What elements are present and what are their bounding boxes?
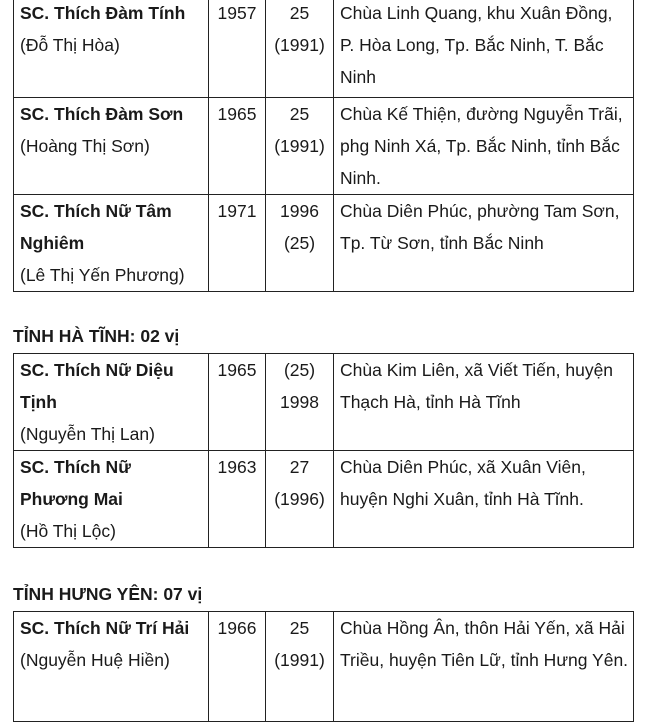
name-cell bbox=[14, 195, 209, 292]
lay-name: (Nguyễn Huệ Hiền) bbox=[20, 650, 170, 670]
address: Chùa Diên Phúc, phường Tam Sơn, Tp. Từ Sơn, tỉnh Bắc Ninh bbox=[334, 195, 634, 292]
table-row bbox=[14, 612, 634, 722]
name-cell bbox=[14, 98, 209, 195]
ordination-line: 1998 bbox=[280, 392, 319, 412]
lay-name: (Nguyễn Thị Lan) bbox=[20, 424, 155, 444]
ordination-cell bbox=[266, 451, 334, 548]
monastics-table-bac-ninh bbox=[13, 0, 634, 292]
lay-name: (Hồ Thị Lộc) bbox=[20, 521, 116, 541]
name-cell bbox=[14, 354, 209, 451]
address: Chùa Hồng Ân, thôn Hải Yến, xã Hải Triều, huyện Tiên Lữ, tỉnh Hưng Yên. bbox=[334, 612, 634, 722]
ordination-cell bbox=[266, 0, 334, 98]
address: Chùa Kế Thiện, đường Nguyễn Trãi, phg Ninh Xá, Tp. Bắc Ninh, tỉnh Bắc Ninh. bbox=[334, 98, 634, 195]
monastic-title: SC. Thích Nữ Trí Hải bbox=[20, 618, 190, 638]
birth-year: 1963 bbox=[209, 451, 266, 548]
address: Chùa Linh Quang, khu Xuân Đồng, P. Hòa Long, Tp. Bắc Ninh, T. Bắc Ninh bbox=[334, 0, 634, 98]
ordination-line: 27 bbox=[289, 457, 310, 477]
name-cell bbox=[14, 0, 209, 98]
ordination-line: (1991) bbox=[274, 136, 325, 156]
ordination-line: (25) bbox=[283, 233, 316, 253]
ordination-cell bbox=[266, 612, 334, 722]
ordination-cell bbox=[266, 98, 334, 195]
ordination-cell bbox=[266, 354, 334, 451]
ordination-line: (1991) bbox=[274, 650, 325, 670]
name-cell bbox=[14, 451, 209, 548]
birth-year: 1957 bbox=[209, 0, 266, 98]
section-heading-ha-tinh: TỈNH HÀ TĨNH: 02 vị bbox=[13, 326, 180, 346]
lay-name: (Đỗ Thị Hòa) bbox=[20, 35, 120, 55]
table-row bbox=[14, 98, 634, 195]
birth-year: 1965 bbox=[209, 354, 266, 451]
lay-name: (Hoàng Thị Sơn) bbox=[20, 136, 150, 156]
table-row bbox=[14, 0, 634, 98]
birth-year: 1971 bbox=[209, 195, 266, 292]
birth-year: 1966 bbox=[209, 612, 266, 722]
table-row bbox=[14, 451, 634, 548]
monastic-title: SC. Thích Nữ Diệu Tịnh bbox=[20, 360, 174, 412]
ordination-line: 25 bbox=[289, 3, 310, 23]
ordination-line: 1996 bbox=[280, 201, 319, 221]
ordination-line: (1991) bbox=[274, 35, 325, 55]
lay-name: (Lê Thị Yến Phương) bbox=[20, 265, 185, 285]
table-row bbox=[14, 354, 634, 451]
address: Chùa Kim Liên, xã Viết Tiến, huyện Thạch Hà, tỉnh Hà Tĩnh bbox=[334, 354, 634, 451]
monastic-title: SC. Thích Đàm Tính bbox=[20, 3, 186, 23]
ordination-cell bbox=[266, 195, 334, 292]
table-row bbox=[14, 195, 634, 292]
ordination-line: 25 bbox=[289, 104, 310, 124]
name-cell bbox=[14, 612, 209, 722]
ordination-line: 25 bbox=[289, 618, 310, 638]
monastics-table-hung-yen bbox=[13, 611, 634, 722]
section-heading-hung-yen: TỈNH HƯNG YÊN: 07 vị bbox=[13, 584, 203, 604]
monastic-title: SC. Thích Đàm Sơn bbox=[20, 104, 184, 124]
address: Chùa Diên Phúc, xã Xuân Viên, huyện Nghi Xuân, tỉnh Hà Tĩnh. bbox=[334, 451, 634, 548]
ordination-line: (25) bbox=[283, 360, 316, 380]
monastic-title: SC. Thích Nữ Phương Mai bbox=[20, 457, 131, 509]
monastics-table-ha-tinh bbox=[13, 353, 634, 548]
birth-year: 1965 bbox=[209, 98, 266, 195]
ordination-line: (1996) bbox=[274, 489, 325, 509]
monastic-title: SC. Thích Nữ Tâm Nghiêm bbox=[20, 201, 172, 253]
